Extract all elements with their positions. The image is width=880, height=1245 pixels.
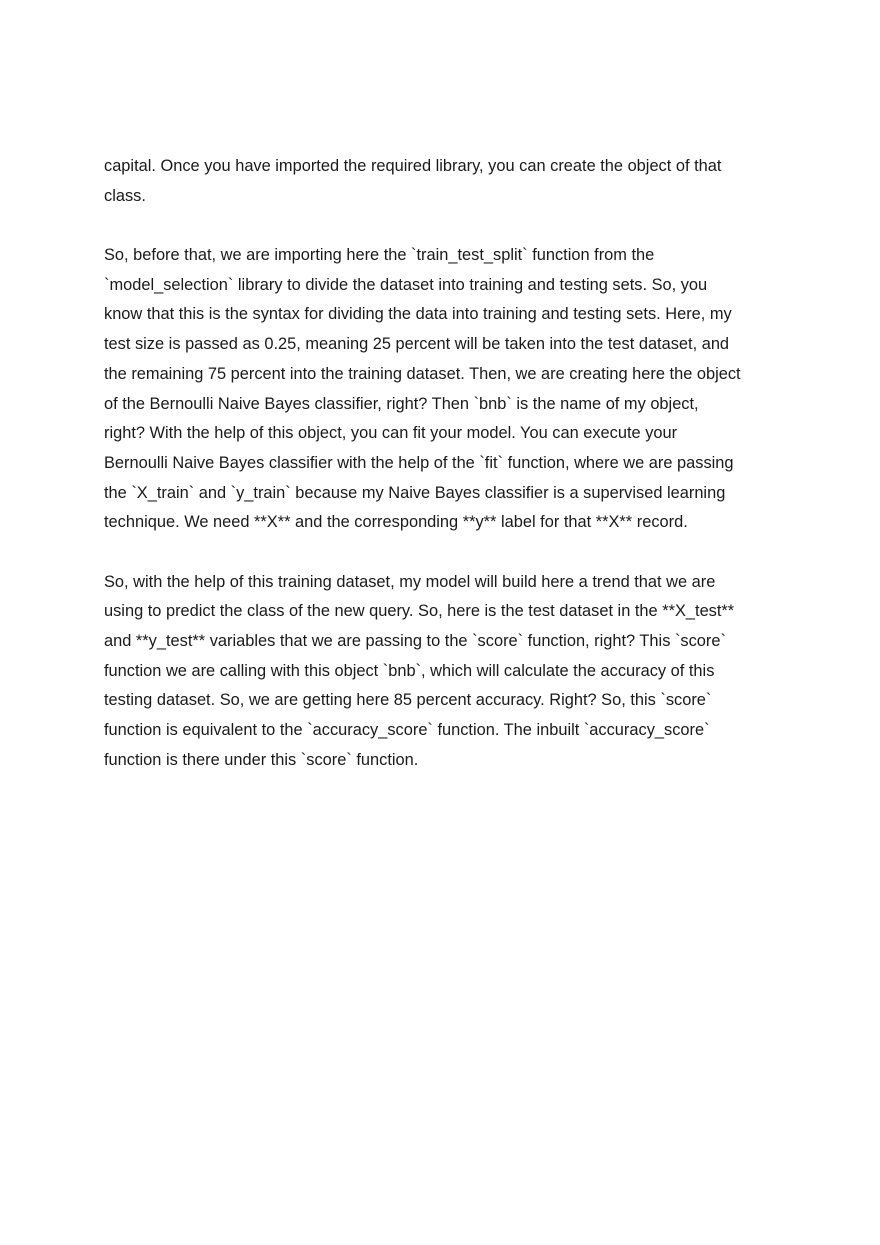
text-line: the remaining 75 percent into the training dataset. Then, we are creating here the object [104,364,741,383]
text-line: of the Bernoulli Naive Bayes classifier, right? Then `bnb` is the name of my object, [104,394,699,413]
text-line: Bernoulli Naive Bayes classifier with the help of the `fit` function, where we are passing [104,453,734,472]
text-line: class. [104,186,146,205]
text-line: test size is passed as 0.25, meaning 25 percent will be taken into the test dataset, and [104,335,730,354]
text-line: `model_selection` library to divide the dataset into training and testing sets. So, you [104,275,708,294]
text-line: know that this is the syntax for dividing the data into training and testing sets. Here, my [104,305,732,324]
document-body [104,152,784,805]
text-line: technique. We need **X** and the corresponding **y** label for that **X** record. [104,513,688,532]
paragraph-1 [104,152,784,211]
paragraph-2 [104,241,784,538]
text-line: So, with the help of this training dataset, my model will build here a trend that we are [104,572,716,591]
paragraph-3 [104,568,784,776]
text-line: function we are calling with this object `bnb`, which will calculate the accuracy of this [104,661,715,680]
text-line: and **y_test** variables that we are passing to the `score` function, right? This `score` [104,632,726,650]
text-line: function is there under this `score` function. [104,750,419,769]
text-line: capital. Once you have imported the required library, you can create the object of that [104,157,722,175]
text-line: testing dataset. So, we are getting here 85 percent accuracy. Right? So, this `score` [104,691,712,710]
text-line: So, before that, we are importing here the `train_test_split` function from the [104,246,655,265]
text-line: using to predict the class of the new query. So, here is the test dataset in the **X_test** [104,602,735,621]
text-line: function is equivalent to the `accuracy_score` function. The inbuilt `accuracy_score` [104,721,710,740]
text-line: the `X_train` and `y_train` because my Naive Bayes classifier is a supervised learning [104,483,726,502]
text-line: right? With the help of this object, you can fit your model. You can execute your [104,424,678,443]
